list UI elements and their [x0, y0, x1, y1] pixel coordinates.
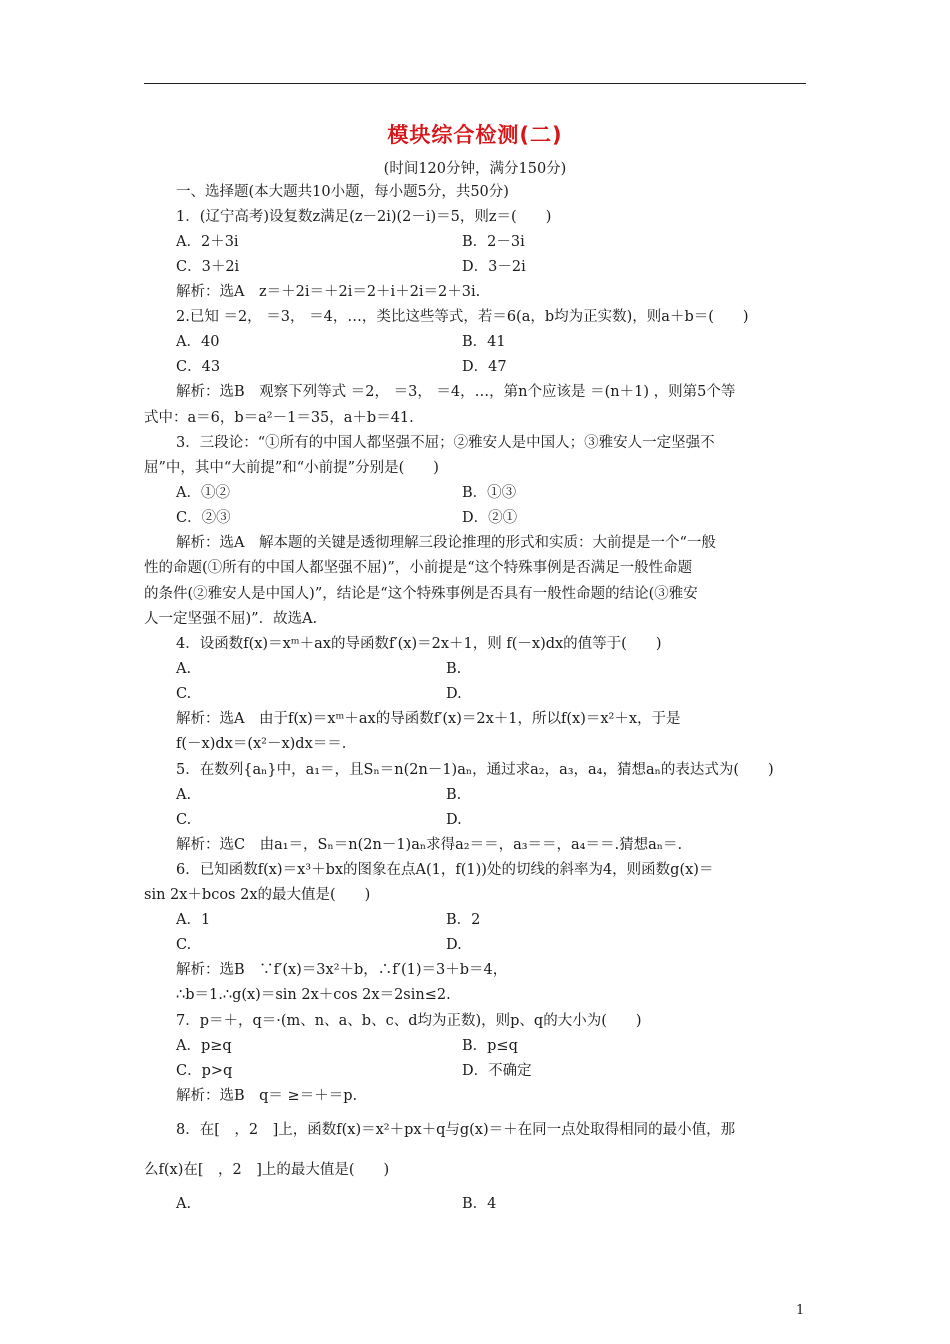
- q5-option-a: A.: [176, 787, 192, 803]
- q2-option-b: B．41: [462, 334, 506, 350]
- q5-option-b: B.: [446, 787, 462, 803]
- page-number: 1: [796, 1303, 805, 1318]
- q2-option-c: C．43: [176, 359, 221, 375]
- q4-solution-line-1: 解析：选A 由于f(x)＝xᵐ＋ax的导函数f′(x)＝2x＋1，所以f(x)＝x²＋x，于是: [176, 711, 681, 727]
- header-rule: [144, 83, 806, 84]
- q4-option-a: A.: [176, 661, 192, 677]
- question-8-line-1: 8．在[ ，2 ]上，函数f(x)＝x²＋px＋q与g(x)＝＋在同一点处取得相同的最小值，那: [176, 1122, 736, 1138]
- question-6-line-1: 6．已知函数f(x)＝x³＋bx的图象在点A(1，f(1))处的切线的斜率为4，则函数g(x)＝: [176, 862, 714, 878]
- q6-option-a: A．1: [176, 912, 211, 928]
- q2-option-d: D．47: [462, 359, 507, 375]
- q4-option-b: B.: [446, 661, 462, 677]
- question-7: 7．p＝＋，q＝·(m、n、a、b、c、d均为正数)，则p、q的大小为( ): [176, 1013, 642, 1029]
- q6-option-d: D.: [446, 937, 462, 953]
- q3-solution-line-3: 的条件(②雅安人是中国人)”，结论是“这个特殊事例是否具有一般性命题的结论(③雅安: [144, 586, 698, 602]
- question-5: 5．在数列{aₙ}中，a₁＝，且Sₙ＝n(2n－1)aₙ，通过求a₂，a₃，a₄，猜想aₙ的表达式为( ): [176, 762, 774, 778]
- section-heading: 一、选择题(本大题共10小题，每小题5分，共50分): [176, 184, 509, 200]
- q7-option-a: A．p≥q: [176, 1038, 232, 1054]
- q1-solution: 解析：选A z＝＋2i＝＋2i＝2＋i＋2i＝2＋3i.: [176, 284, 481, 300]
- q6-option-b: B．2: [446, 912, 481, 928]
- page-title: 模块综合检测(二): [387, 123, 563, 147]
- q5-option-c: C.: [176, 812, 192, 828]
- q1-option-b: B．2－3i: [462, 234, 525, 250]
- q4-option-c: C.: [176, 686, 192, 702]
- question-3-line-2: 屈”中，其中“大前提”和“小前提”分别是( ): [144, 460, 439, 476]
- q6-solution-line-1: 解析：选B ∵f′(x)＝3x²＋b，∴f′(1)＝3＋b＝4，: [176, 962, 508, 978]
- question-6-line-2: sin 2x＋bcos 2x的最大值是( ): [144, 887, 371, 903]
- q1-option-c: C．3＋2i: [176, 259, 240, 275]
- question-8-line-2: 么f(x)在[ ，2 ]上的最大值是( ): [144, 1162, 390, 1178]
- q8-option-a: A.: [176, 1196, 192, 1212]
- q2-solution-line-2: 式中：a＝6，b＝a²－1＝35，a＋b＝41.: [144, 410, 414, 426]
- q3-solution-line-2: 性的命题(①所有的中国人都坚强不屈)”，小前提是“这个特殊事例是否满足一般性命题: [144, 560, 693, 576]
- q1-option-a: A．2＋3i: [176, 234, 239, 250]
- q7-option-d: D．不确定: [462, 1063, 532, 1079]
- q3-solution-line-1: 解析：选A 解本题的关键是透彻理解三段论推理的形式和实质：大前提是一个“一般: [176, 535, 716, 551]
- question-3-line-1: 3．三段论：“①所有的中国人都坚强不屈；②雅安人是中国人；③雅安人一定坚强不: [176, 435, 715, 451]
- q5-option-d: D.: [446, 812, 462, 828]
- q3-option-d: D．②①: [462, 510, 518, 526]
- q1-option-d: D．3－2i: [462, 259, 526, 275]
- page-subtitle: (时间120分钟，满分150分): [383, 161, 567, 177]
- q3-option-a: A．①②: [176, 485, 230, 501]
- question-1: 1．(辽宁高考)设复数z满足(z－2i)(2－i)＝5，则z＝( ): [176, 209, 552, 225]
- q8-option-b: B．4: [462, 1196, 497, 1212]
- question-2: 2.已知 ＝2， ＝3， ＝4，…，类比这些等式，若＝6(a，b均为正实数)，则a＋b＝( ): [176, 309, 749, 325]
- q3-option-c: C．②③: [176, 510, 231, 526]
- q7-option-b: B．p≤q: [462, 1038, 518, 1054]
- q3-solution-line-4: 人一定坚强不屈)”．故选A.: [144, 611, 318, 627]
- question-4: 4．设函数f(x)＝xᵐ＋ax的导函数f′(x)＝2x＋1，则 f(－x)dx的值等于( ): [176, 636, 662, 652]
- q6-solution-line-2: ∴b＝1.∴g(x)＝sin 2x＋cos 2x＝2sin≤2.: [176, 987, 451, 1003]
- q2-option-a: A．40: [176, 334, 220, 350]
- q5-solution: 解析：选C 由a₁＝，Sₙ＝n(2n－1)aₙ求得a₂＝＝，a₃＝＝，a₄＝＝.猜想aₙ＝.: [176, 837, 683, 853]
- q4-option-d: D.: [446, 686, 462, 702]
- q7-solution: 解析：选B q＝ ≥＝＋＝p.: [176, 1088, 358, 1104]
- q4-solution-line-2: f(－x)dx＝(x²－x)dx＝＝.: [176, 736, 347, 752]
- q3-option-b: B．①③: [462, 485, 517, 501]
- q7-option-c: C．p>q: [176, 1063, 233, 1079]
- q6-option-c: C.: [176, 937, 192, 953]
- q2-solution-line-1: 解析：选B 观察下列等式 ＝2， ＝3， ＝4，…，第n个应该是 ＝(n＋1) ，则第5个等: [176, 384, 736, 400]
